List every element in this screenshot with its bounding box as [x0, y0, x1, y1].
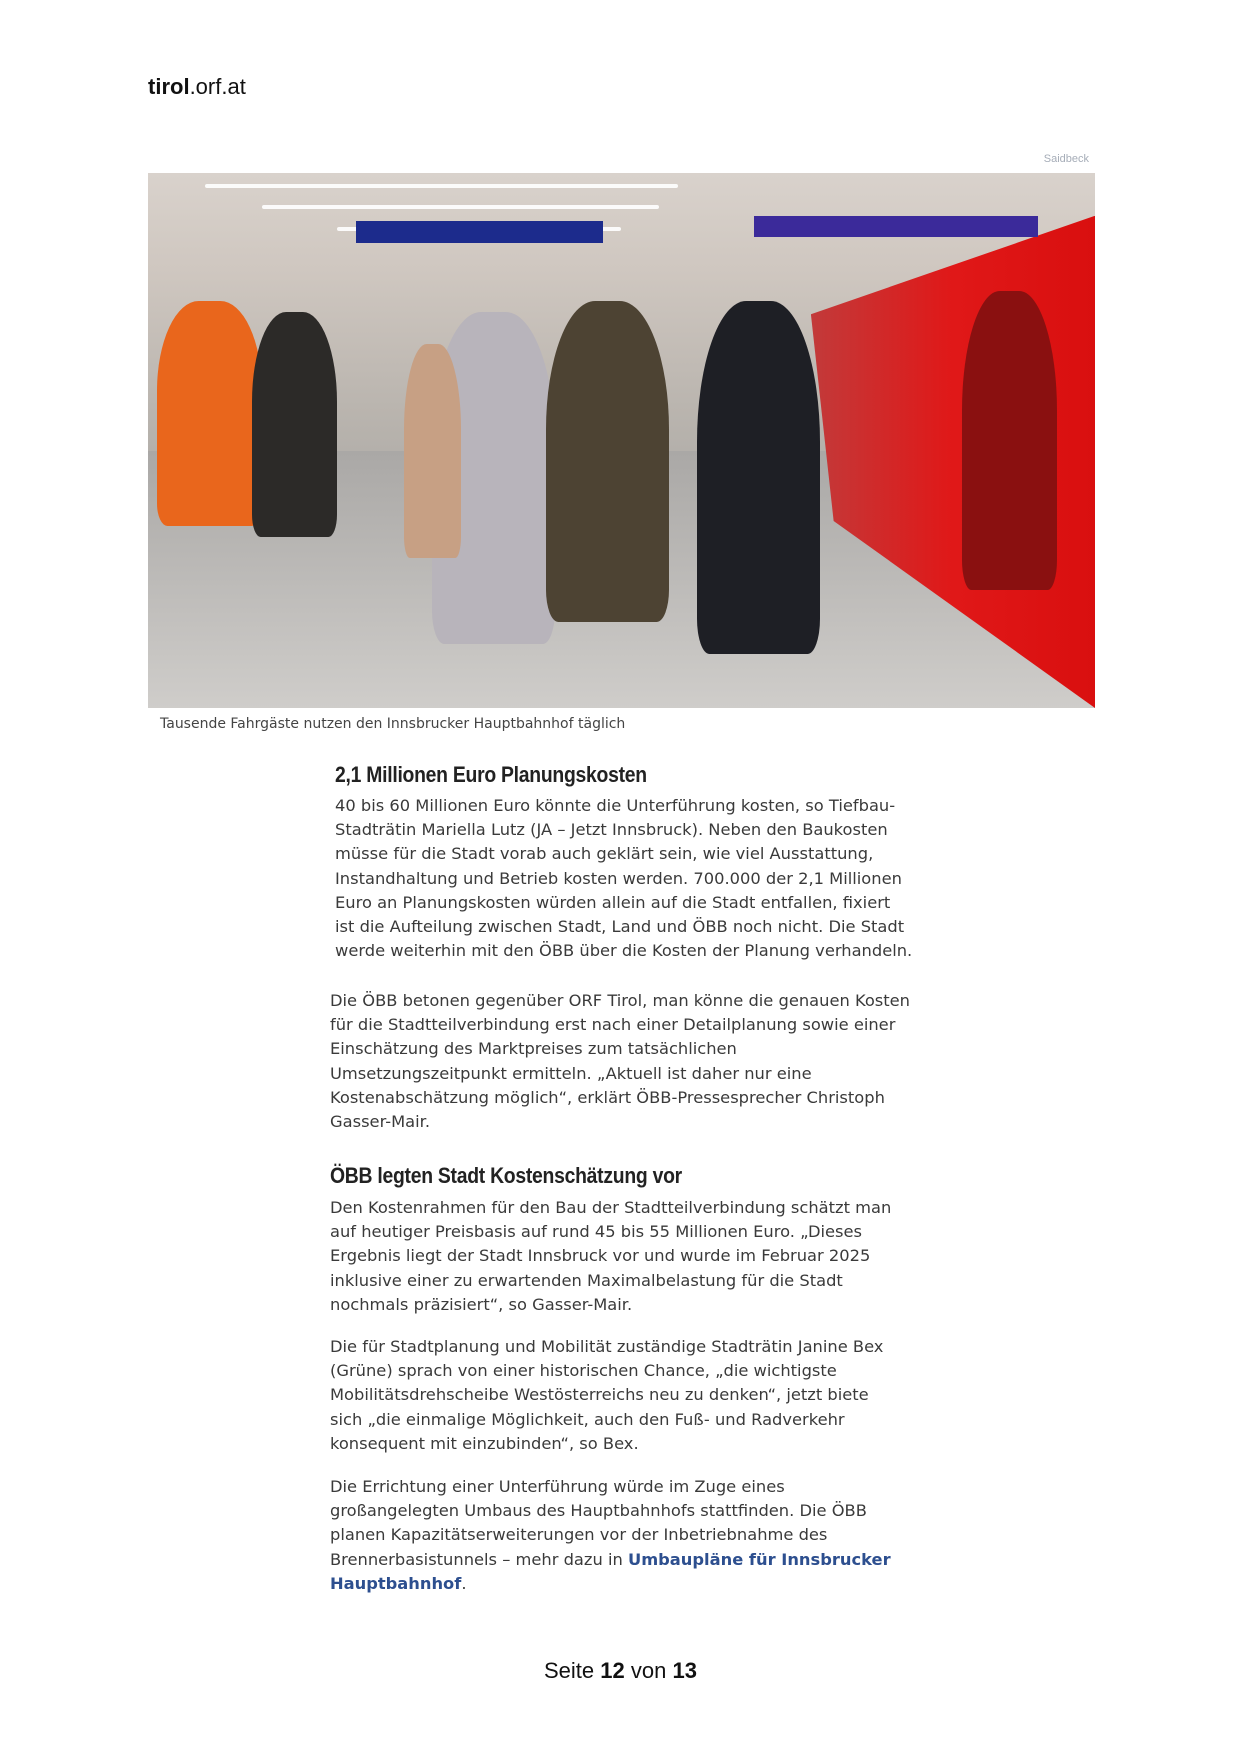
text-line: (Grüne) sprach von einer historischen Chance, „die wichtigste [330, 1361, 837, 1381]
text-line: planen Kapazitätserweiterungen vor der Inbetriebnahme des [330, 1525, 828, 1545]
text-line: Umsetzungszeitpunkt ermitteln. „Aktuell ist daher nur eine [330, 1063, 812, 1083]
text-line: 40 bis 60 Millionen Euro könnte die Unterführung kosten, so Tiefbau- [335, 796, 896, 815]
paragraph-3 [330, 1196, 891, 1317]
text-line: konsequent mit einzubinden“, so Bex. [330, 1433, 639, 1453]
site-name-domain: .orf.at [189, 74, 246, 99]
article-link-continued[interactable]: Hauptbahnhof [330, 1573, 462, 1593]
text-line: werde weiterhin mit den ÖBB über die Kosten der Planung verhandeln. [335, 941, 913, 961]
article-photo [148, 173, 1095, 708]
section-heading: ÖBB legten Stadt Kostenschätzung vor [330, 1163, 682, 1188]
text-line: Ergebnis liegt der Stadt Innsbruck vor und wurde im Februar 2025 [330, 1246, 871, 1266]
text-line: Die für Stadtplanung und Mobilität zuständige Stadträtin Janine Bex [330, 1337, 884, 1356]
text-line: großangelegten Umbaus des Hauptbahnhofs stattfinden. Die ÖBB [330, 1501, 867, 1521]
text-line: Stadträtin Mariella Lutz (JA – Jetzt Innsbruck). Neben den Baukosten [335, 820, 888, 840]
photo-credit: Saidbeck [1043, 153, 1089, 165]
text-line: nochmals präzisiert“, so Gasser-Mair. [330, 1294, 633, 1314]
text-period: . [461, 1573, 467, 1593]
paragraph-5 [330, 1475, 891, 1596]
current-page: 12 [600, 1658, 625, 1683]
text-line: Einschätzung des Marktpreises zum tatsächlichen [330, 1039, 737, 1059]
text-line: auf heutiger Preisbasis auf rund 45 bis 55 Millionen Euro. „Dieses [330, 1222, 863, 1242]
text-line: Instandhaltung und Betrieb kosten werden. 700.000 der 2,1 Millionen [335, 868, 902, 888]
text-line: Mobilitätsdrehscheibe Westösterreichs neu zu denken“, jetzt biete [330, 1385, 869, 1405]
section-heading: 2,1 Millionen Euro Planungskosten [335, 762, 647, 787]
paragraph-2 [330, 989, 910, 1134]
paragraph-1 [335, 794, 912, 963]
text-line: Den Kostenrahmen für den Bau der Stadtteilverbindung schätzt man [330, 1198, 892, 1217]
text-line: sich „die einmalige Möglichkeit, auch den Fuß- und Radverkehr [330, 1409, 845, 1429]
text-line: Die Errichtung einer Unterführung würde im Zuge eines [330, 1477, 785, 1496]
article-link[interactable]: Umbaupläne für Innsbrucker [627, 1549, 891, 1569]
site-name-bold: tirol [148, 74, 190, 99]
text-line: Brennerbasistunnels – mehr dazu in [330, 1549, 628, 1569]
text-line: ist die Aufteilung zwischen Stadt, Land und ÖBB noch nicht. Die Stadt [335, 917, 905, 937]
text-line: für die Stadtteilverbindung erst nach einer Detailplanung sowie einer [330, 1015, 896, 1035]
text-line: inklusive einer zu erwartenden Maximalbelastung für die Stadt [330, 1270, 843, 1290]
photo-caption: Tausende Fahrgäste nutzen den Innsbrucker Hauptbahnhof täglich [160, 716, 626, 732]
text-line: Kostenabschätzung möglich“, erklärt ÖBB-Pressesprecher Christoph [330, 1087, 885, 1107]
text-line: Die ÖBB betonen gegenüber ORF Tirol, man könne die genauen Kosten [330, 991, 911, 1010]
text-line: müsse für die Stadt vorab auch geklärt sein, wie viel Ausstattung, [335, 844, 874, 864]
site-logo [148, 74, 246, 100]
page-number [0, 1658, 1241, 1684]
text-line: Euro an Planungskosten würden allein auf die Stadt entfallen, fixiert [335, 892, 891, 912]
page-label: Seite [544, 1658, 595, 1683]
text-line: Gasser-Mair. [330, 1112, 431, 1132]
page-separator: von [630, 1658, 667, 1683]
paragraph-4 [330, 1335, 883, 1456]
total-pages: 13 [672, 1658, 697, 1683]
